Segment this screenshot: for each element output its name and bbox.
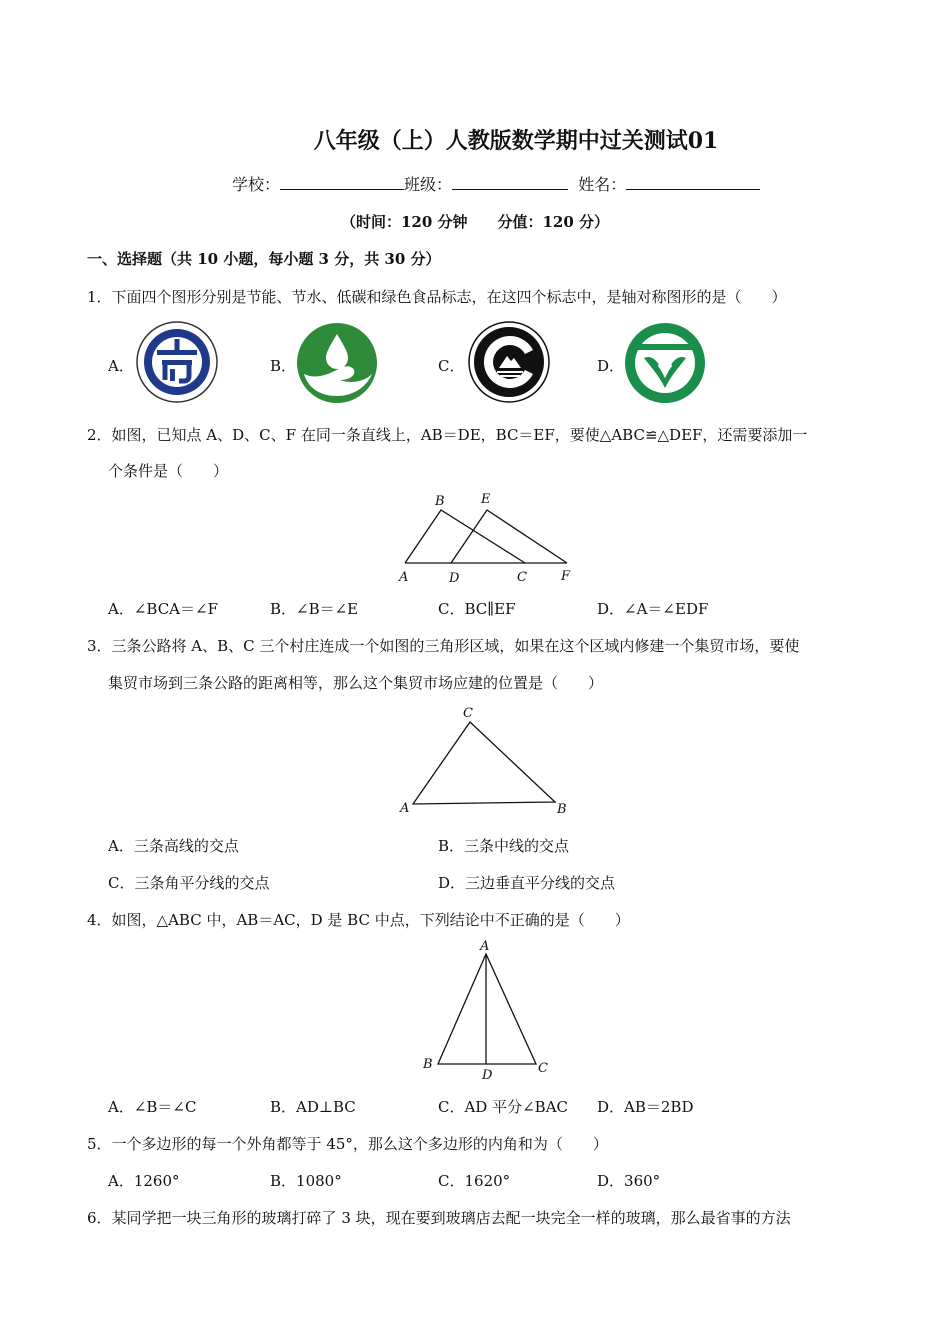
q3-label-b: B [557,802,567,817]
q2-label-e: E [481,492,491,507]
school-blank[interactable] [280,175,404,190]
q2-triangle-abc [405,510,525,563]
q2-label-d: D [449,571,460,586]
q4-label-a: A [480,939,490,954]
q1-option-d-label: D． [597,357,625,375]
q5-option-c: C．1620° [438,1172,511,1190]
q3-label-a: A [400,801,410,816]
q4-option-b: B．AD⊥BC [270,1098,356,1116]
q2-figure [395,488,585,588]
q5-option-d: D．360° [597,1172,661,1190]
q2-option-c: C．BC∥EF [438,600,516,618]
q2-label-b: B [435,494,445,509]
q2-option-d: D．∠A＝∠EDF [597,600,709,618]
school-label: 学校： [232,175,281,194]
question-6-text: 6．某同学把一块三角形的玻璃打碎了 3 块，现在要到玻璃店去配一块完全一样的玻璃，那么最省事的方法 [87,1209,791,1227]
q2-option-a: A．∠BCA＝∠F [108,600,218,618]
q2-label-a: A [399,570,409,585]
q2-triangle-def [451,510,567,563]
question-3-text-line2: 集贸市场到三条公路的距离相等，那么这个集贸市场应建的位置是（ ） [108,674,604,692]
q3-option-a: A．三条高线的交点 [108,837,239,855]
q2-label-f: F [561,569,571,584]
q3-option-d: D．三边垂直平分线的交点 [438,874,616,892]
class-label: 班级： [404,175,453,194]
question-1-text: 1．下面四个图形分别是节能、节水、低碳和绿色食品标志，在这四个标志中，是轴对称图形的是（ ） [87,288,787,306]
q3-triangle-abc [413,722,555,804]
question-2-text-line2: 个条件是（ ） [108,462,229,480]
energy-saving-logo-icon [135,320,219,404]
q1-option-c-label: C． [438,357,465,375]
question-4-text: 4．如图，△ABC 中，AB＝AC，D 是 BC 中点，下列结论中不正确的是（ ） [87,911,630,929]
q5-option-b: B．1080° [270,1172,342,1190]
low-carbon-logo-icon [467,320,551,404]
name-blank[interactable] [626,175,760,190]
q4-option-a: A．∠B＝∠C [108,1098,197,1116]
q3-option-b: B．三条中线的交点 [438,837,570,855]
q3-figure [395,702,575,820]
q3-option-c: C．三条角平分线的交点 [108,874,270,892]
section-heading: 一、选择题（共 10 小题，每小题 3 分，共 30 分） [87,250,441,268]
q1-option-a-label: A． [108,357,134,375]
green-food-logo-icon [624,322,706,404]
q1-option-b-label: B． [270,357,297,375]
class-blank[interactable] [452,175,568,190]
q4-label-d: D [482,1068,493,1083]
q3-label-c: C [463,706,473,721]
q4-triangle-abc [438,954,536,1064]
question-3-text-line1: 3．三条公路将 A、B、C 三个村庄连成一个如图的三角形区域，如果在这个区域内修建一个集贸市场，要使 [87,637,800,655]
q2-label-c: C [517,570,527,585]
water-saving-logo-icon [296,322,378,404]
q5-option-a: A．1260° [108,1172,180,1190]
question-5-text: 5．一个多边形的每一个外角都等于 45°，那么这个多边形的内角和为（ ） [87,1135,608,1153]
q4-label-b: B [423,1057,433,1072]
q2-option-b: B．∠B＝∠E [270,600,359,618]
name-label: 姓名： [578,175,627,194]
student-info-line [232,172,760,195]
q4-option-d: D．AB＝2BD [597,1098,694,1116]
exam-meta: （时间：120 分钟 分值：120 分） [340,213,610,231]
page-title: 八年级（上）人教版数学期中过关测试01 [313,128,719,154]
q4-figure [418,936,558,1084]
question-2-text-line1: 2．如图，已知点 A、D、C、F 在同一条直线上，AB＝DE，BC＝EF，要使△ABC≌△DEF，还需要添加一 [87,426,808,444]
q4-label-c: C [538,1061,548,1076]
q4-option-c: C．AD 平分∠BAC [438,1098,569,1116]
